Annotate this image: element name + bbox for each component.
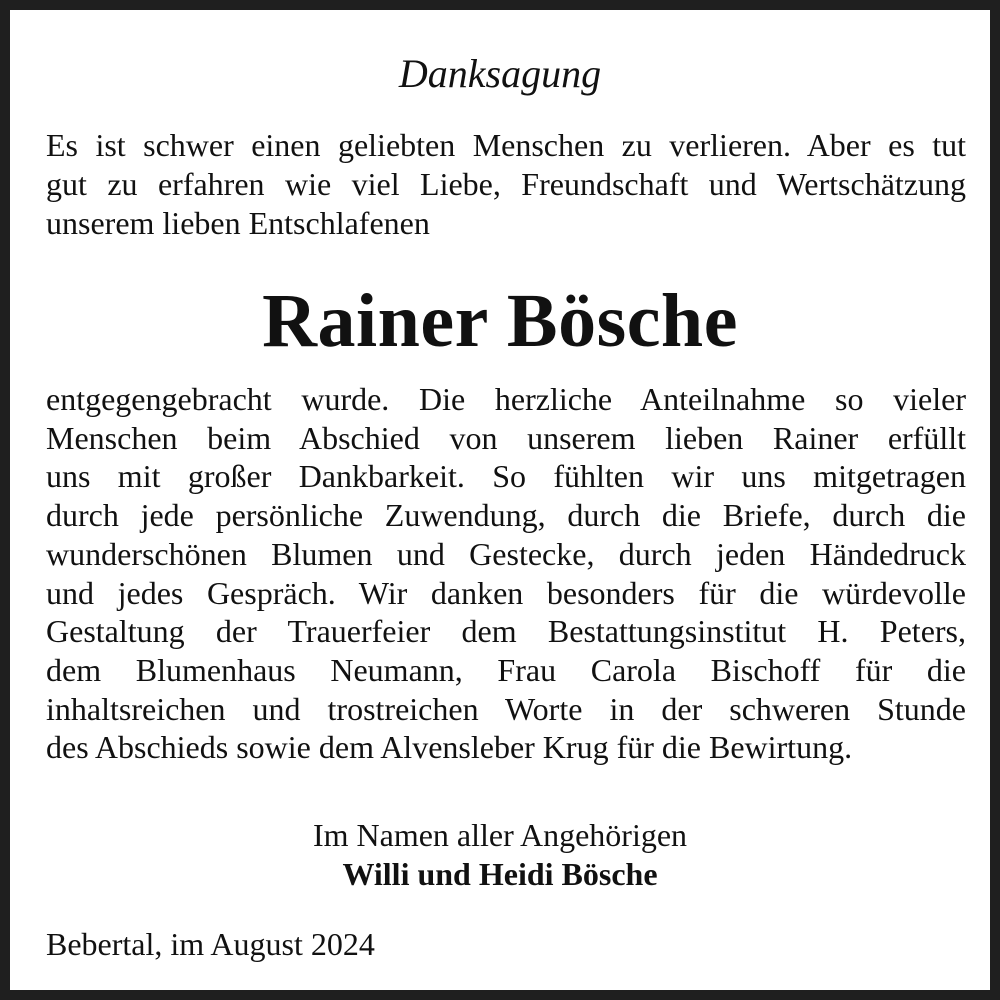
body-line: inhaltsreichen und trostreichen Worte in der schweren Stunde	[46, 690, 966, 727]
body-line: entgegengebracht wurde. Die herzliche Anteilnahme so vieler	[46, 381, 966, 417]
body-line: wunderschönen Blumen und Gestecke, durch jeden Händedruck	[46, 535, 966, 572]
body-line: Gestaltung der Trauerfeier dem Bestattungsinstitut H. Peters,	[46, 613, 966, 650]
place-date: Bebertal, im August 2024	[46, 926, 375, 962]
body-line: und jedes Gespräch. Wir danken besonders für die würdevolle	[46, 574, 966, 611]
intro-line: Es ist schwer einen geliebten Menschen zu verlieren. Aber es tut	[46, 127, 966, 163]
body-paragraph	[46, 380, 966, 767]
signoff-block	[10, 816, 990, 894]
body-line: durch jede persönliche Zuwendung, durch die Briefe, durch die	[46, 497, 966, 534]
body-line: des Abschieds sowie dem Alvensleber Krug für die Bewirtung.	[46, 729, 853, 766]
body-line: uns mit großer Dankbarkeit. So fühlten wir uns mitgetragen	[46, 458, 966, 495]
deceased-name: Rainer Bösche	[262, 279, 738, 363]
intro-paragraph	[46, 126, 966, 243]
intro-line: unserem lieben Entschlafenen	[46, 205, 430, 241]
intro-line: gut zu erfahren wie viel Liebe, Freundschaft und Wertschätzung	[46, 166, 966, 202]
closing-phrase: Im Namen aller Angehörigen	[312, 817, 688, 853]
notice-heading: Danksagung	[398, 51, 602, 96]
body-line: Menschen beim Abschied von unserem lieben Rainer erfüllt	[46, 419, 966, 456]
signers-names: Willi und Heidi Bösche	[342, 856, 658, 892]
body-line: dem Blumenhaus Neumann, Frau Carola Bischoff für die	[46, 651, 966, 688]
